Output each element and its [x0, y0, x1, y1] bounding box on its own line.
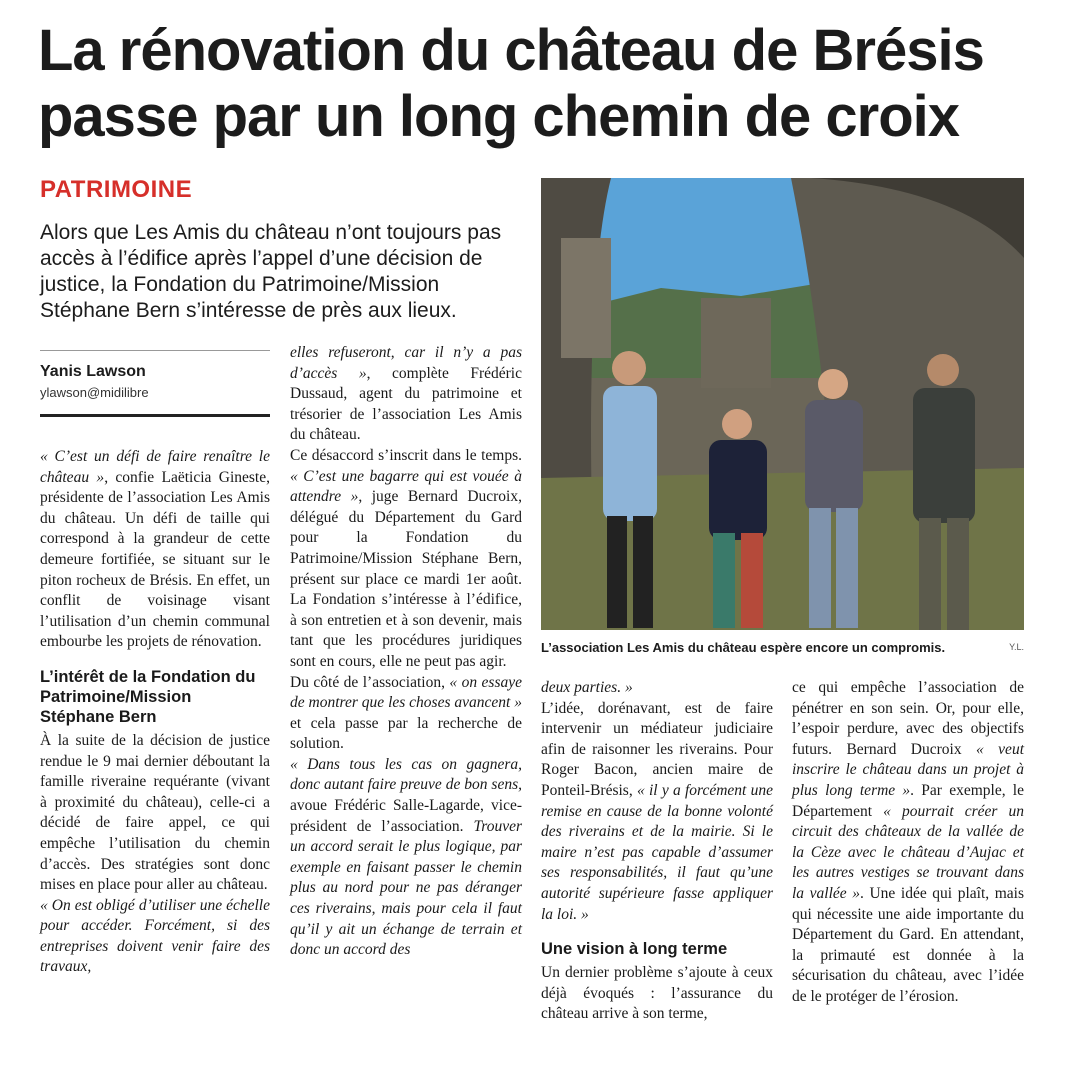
text: , juge Bernard Ducroix, délégué du Département du Gard pour la Fondation du Patrimoine/Mission Stéphane Bern, présent sur place ce mardi 1er août. La Fondation s’intéresse à l’édifice, à son entretien et à son devenir, mais tant que les procédures juridiques sont en cours, elle ne peut pas agir. [290, 488, 522, 670]
byline [40, 350, 270, 417]
text: avoue Frédéric Salle-Lagarde, vice-président de l’association. [290, 797, 522, 835]
quote: « veut inscrire le château dans un projet à plus long terme » [792, 740, 1024, 799]
article-column-2 [290, 343, 522, 961]
quote: « C’est un défi de faire renaître le château » [40, 448, 270, 486]
quote: « pourrait créer un circuit des châteaux de la vallée de la Cèze avec le château d’Aujac et les autres vestiges se trouvant dans la vallée » [792, 802, 1024, 902]
quote: elles refuseront, car il n’y a pas d’accès » [290, 344, 522, 382]
text: , complète Frédéric Dussaud, agent du patrimoine et trésorier de l’association Les Amis du château. [290, 364, 522, 444]
paragraph [541, 699, 773, 926]
photo-caption [541, 640, 1024, 655]
text: . Par exemple, le Département [792, 781, 1024, 820]
quote: « Dans tous les cas on gagnera, donc autant faire preuve de bon sens, [290, 755, 522, 794]
author-email: ylawson@midilibre [40, 385, 149, 400]
quote: « on essaye de montrer que les choses avancent » [290, 673, 523, 712]
caption-text: L’association Les Amis du château espère encore un compromis. [541, 640, 946, 655]
paragraph: Un dernier problème s’ajoute à ceux déjà évoqués : l’assurance du château arrive à son terme, [541, 964, 773, 1023]
photo-credit: Y.L. [1009, 642, 1024, 652]
subheading: Une vision à long terme [541, 940, 728, 959]
paragraph [290, 755, 522, 961]
text: . Une idée qui plaît, mais qui nécessite une aide importante du Département du Gard. En attendant, la primauté est donnée à la sécurisation du château, avec l’idée de le protéger de l’érosion. [792, 884, 1024, 1005]
quote: deux parties. » [541, 679, 633, 696]
paragraph [792, 678, 1024, 1008]
paragraph: À la suite de la décision de justice rendue le 9 mai dernier déboutant la famille riveraine requérante (vivant à proximité du château), celle-ci a décidé de faire appel, ce qui empêche l’utilisation du chemin d’accès. Des stratégies sont donc mises en place pour aller au château. [40, 731, 270, 894]
paragraph [541, 678, 773, 699]
text: , confie Laëticia Gineste, présidente de l’association Les Amis du château. Un défi de taille qui correspond à la grandeur de cette demeure fortifiée, se situant sur le piton rocheux de Brésis. En effet, un conflit de voisinage visant l’utilisation d’un chemin communal embourbe les projets de rénovation. [40, 468, 270, 651]
photo-illustration [541, 178, 1024, 630]
paragraph [40, 896, 270, 978]
headline: La rénovation du château de Brésis passe par un long chemin de croix [38, 18, 984, 149]
paragraph [290, 343, 522, 446]
text: Ce désaccord s’inscrit dans le temps. [290, 446, 522, 464]
text: et cela passe par la recherche de solution. [290, 714, 522, 753]
subheading: L’intérêt de la Fondation du Patrimoine/Mission Stéphane Bern [40, 667, 256, 726]
article-photo [541, 178, 1024, 630]
author-name: Yanis Lawson [40, 363, 146, 380]
article-column-4 [792, 678, 1024, 1008]
text: ce qui empêche l’association de pénétrer en son sein. Or, pour elle, l’espoir perdure, avec des objectifs futurs. Bernard Ducroix [792, 679, 1024, 758]
article-column-1 [40, 447, 270, 978]
article-column-3 [541, 678, 773, 1025]
quote: « C’est une bagarre qui est vouée à attendre » [290, 467, 522, 506]
text: Du côté de l’association, [290, 673, 445, 691]
paragraph [290, 673, 522, 755]
text: L’idée, dorénavant, est de faire intervenir un médiateur judiciaire afin de raisonner les riverains. Pour Roger Bacon, ancien maire de Ponteil-Brésis, [541, 699, 773, 799]
quote: « il y a forcément une remise en cause de la bonne volonté des riverains et de la mairie. Si le maire n’est pas capable d’assumer ses responsabilités, il faut qu’une autorité supérieure fasse appliquer la loi. » [541, 781, 773, 923]
standfirst: Alors que Les Amis du château n’ont toujours pas accès à l’édifice après l’appel d’une décision de justice, la Fondation du Patrimoine/Mission Stéphane Bern s’intéresse de près aux lieux. [40, 221, 502, 322]
paragraph [40, 447, 270, 653]
paragraph [290, 446, 522, 673]
quote: « On est obligé d’utiliser une échelle pour accéder. Forcément, si des entreprises doivent venir faire des travaux, [40, 896, 270, 976]
quote: Trouver un accord serait le plus logique, par exemple en faisant passer le chemin plus au nord pour ne pas déranger ces riverains, mais pour cela il faut qu’il y ait un échange de terrain et donc un accord des [290, 817, 522, 959]
section-kicker: PATRIMOINE [40, 176, 193, 203]
